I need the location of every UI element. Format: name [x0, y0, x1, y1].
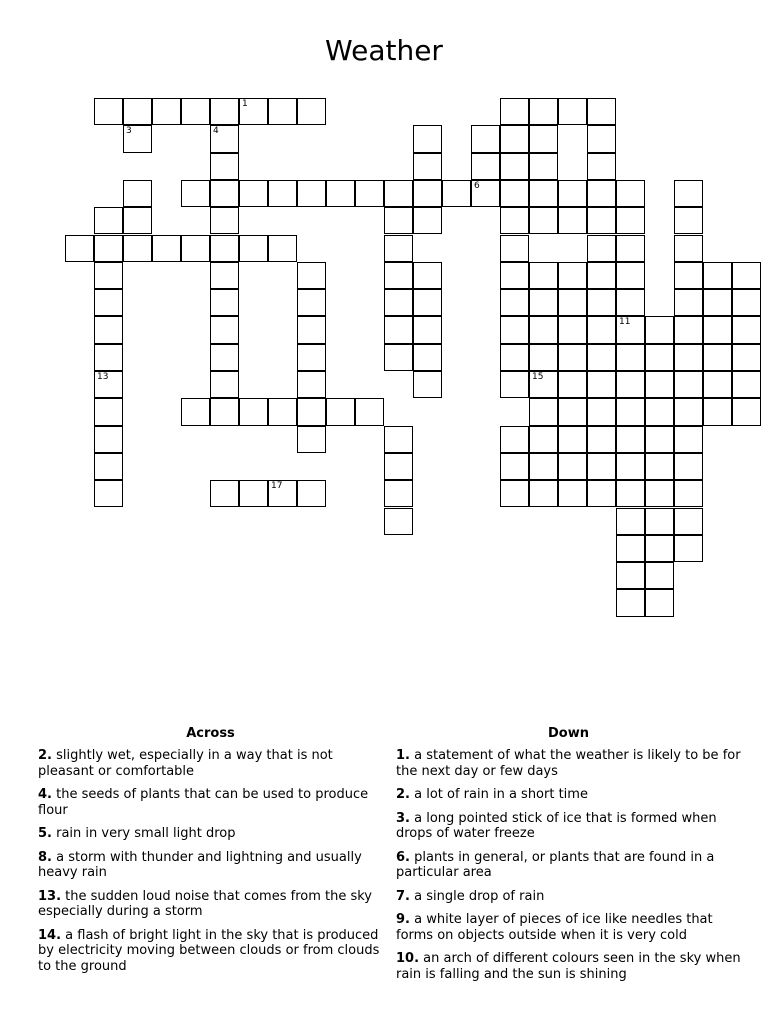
down-heading: Down [548, 726, 589, 741]
grid-cell[interactable] [297, 398, 326, 425]
grid-cell[interactable] [471, 125, 500, 152]
across-clue [38, 748, 383, 779]
grid-cell[interactable] [587, 371, 616, 398]
down-clue [396, 951, 741, 982]
grid-cell[interactable] [500, 344, 529, 371]
grid-cell[interactable] [587, 344, 616, 371]
grid-cell[interactable] [587, 316, 616, 343]
clue-number: 13 [97, 372, 109, 382]
across-heading: Across [186, 726, 235, 741]
grid-cell[interactable] [703, 316, 732, 343]
grid-cell[interactable] [732, 289, 761, 316]
grid-cell[interactable] [210, 207, 239, 234]
grid-cell[interactable] [732, 316, 761, 343]
grid-cell[interactable] [616, 535, 645, 562]
grid-cell[interactable] [94, 426, 123, 453]
clue-text: slightly wet, especially in a way that is not pleasant or comfortable [38, 748, 333, 779]
grid-cell[interactable] [94, 398, 123, 425]
grid-cell[interactable] [645, 589, 674, 616]
clue-text: a white layer of pieces of ice like needles that forms on objects outside when it is very cold [396, 912, 713, 943]
grid-cell[interactable] [181, 398, 210, 425]
grid-cell[interactable] [239, 235, 268, 262]
grid-cell[interactable] [442, 180, 471, 207]
clue-num: 7. [396, 888, 410, 904]
grid-cell[interactable] [210, 180, 239, 207]
grid-cell[interactable] [645, 426, 674, 453]
grid-cell[interactable] [616, 589, 645, 616]
down-clue [396, 811, 741, 842]
grid-cell[interactable] [558, 371, 587, 398]
clue-number: 11 [619, 317, 631, 328]
grid-cell[interactable] [210, 316, 239, 343]
across-clues [38, 726, 383, 982]
grid-cell[interactable] [558, 344, 587, 371]
clue-num: 6. [396, 849, 410, 865]
grid-cell[interactable] [123, 180, 152, 207]
grid-cell[interactable] [384, 480, 413, 507]
clue-num: 5. [38, 826, 52, 841]
grid-cell[interactable] [94, 453, 123, 480]
grid-cell[interactable] [181, 235, 210, 262]
grid-cell[interactable] [413, 207, 442, 234]
grid-cell[interactable] [123, 235, 152, 262]
across-clue-list [38, 748, 383, 974]
grid-cell[interactable] [210, 371, 239, 398]
clue-text: rain in very small light drop [51, 826, 236, 841]
grid-cell[interactable] [384, 453, 413, 480]
grid-cell[interactable] [616, 207, 645, 234]
clue-text: a flash of bright light in the sky that is produced by electricity moving between clouds or from clouds to the ground [38, 927, 380, 974]
grid-cell[interactable] [94, 289, 123, 316]
grid-cell[interactable] [645, 480, 674, 507]
grid-cell[interactable] [268, 180, 297, 207]
grid-cell[interactable] [587, 398, 616, 425]
grid-cell[interactable] [674, 453, 703, 480]
down-clue [396, 850, 741, 881]
grid-cell[interactable] [616, 426, 645, 453]
grid-cell[interactable] [239, 98, 268, 125]
grid-cell[interactable] [529, 398, 558, 425]
grid-cell[interactable] [297, 316, 326, 343]
grid-cell[interactable] [297, 426, 326, 453]
grid-cell[interactable] [616, 316, 645, 343]
down-clue [396, 748, 741, 779]
grid-cell[interactable] [587, 153, 616, 180]
grid-cell[interactable] [297, 344, 326, 371]
grid-cell[interactable] [413, 371, 442, 398]
grid-cell[interactable] [558, 480, 587, 507]
grid-cell[interactable] [94, 480, 123, 507]
down-clue [396, 912, 741, 943]
clue-num: 10. [396, 951, 420, 966]
grid-cell[interactable] [152, 98, 181, 125]
grid-cell[interactable] [384, 262, 413, 289]
grid-cell[interactable] [268, 480, 297, 507]
grid-cell[interactable] [181, 180, 210, 207]
grid-cell[interactable] [616, 508, 645, 535]
grid-cell[interactable] [616, 453, 645, 480]
grid-cell[interactable] [413, 153, 442, 180]
grid-cell[interactable] [616, 371, 645, 398]
grid-cell[interactable] [500, 207, 529, 234]
grid-cell[interactable] [645, 453, 674, 480]
grid-cell[interactable] [558, 426, 587, 453]
grid-cell[interactable] [210, 480, 239, 507]
grid-cell[interactable] [500, 316, 529, 343]
grid-cell[interactable] [268, 235, 297, 262]
grid-cell[interactable] [732, 262, 761, 289]
grid-cell[interactable] [384, 289, 413, 316]
clue-num: 13. [38, 888, 62, 904]
grid-cell[interactable] [500, 235, 529, 262]
grid-cell[interactable] [558, 289, 587, 316]
grid-cell[interactable] [384, 180, 413, 207]
grid-cell[interactable] [239, 398, 268, 425]
across-clue [38, 928, 383, 975]
grid-cell[interactable] [645, 371, 674, 398]
grid-cell[interactable] [645, 344, 674, 371]
grid-cell[interactable] [210, 289, 239, 316]
grid-cell[interactable] [558, 180, 587, 207]
clue-num: 4. [38, 787, 52, 802]
page-title: Weather [325, 34, 443, 67]
grid-cell[interactable] [384, 508, 413, 535]
clue-text: a statement of what the weather is likely to be for the next day or few days [396, 748, 741, 779]
clue-text: a long pointed stick of ice that is formed when drops of water freeze [396, 810, 717, 841]
grid-cell[interactable] [413, 344, 442, 371]
grid-cell[interactable] [413, 180, 442, 207]
grid-cell[interactable] [674, 289, 703, 316]
grid-cell[interactable] [703, 262, 732, 289]
grid-cell[interactable] [94, 262, 123, 289]
grid-cell[interactable] [558, 316, 587, 343]
clue-text: the seeds of plants that can be used to produce flour [38, 787, 369, 818]
clue-number: 15 [532, 372, 544, 382]
grid-cell[interactable] [297, 262, 326, 289]
clue-num: 9. [396, 912, 410, 927]
grid-cell[interactable] [674, 180, 703, 207]
grid-cell[interactable] [210, 344, 239, 371]
grid-cell[interactable] [616, 480, 645, 507]
grid-cell[interactable] [616, 235, 645, 262]
grid-cell[interactable] [413, 289, 442, 316]
grid-cell[interactable] [210, 153, 239, 180]
grid-cell[interactable] [587, 98, 616, 125]
grid-cell[interactable] [94, 344, 123, 371]
grid-cell[interactable] [500, 125, 529, 152]
grid-cell[interactable] [674, 207, 703, 234]
clue-num: 1. [396, 748, 410, 763]
grid-cell[interactable] [500, 180, 529, 207]
clue-text: a storm with thunder and lightning and usually heavy rain [38, 849, 362, 880]
grid-cell[interactable] [587, 180, 616, 207]
grid-cell[interactable] [384, 344, 413, 371]
grid-cell[interactable] [239, 480, 268, 507]
grid-cell[interactable] [645, 562, 674, 589]
grid-cell[interactable] [326, 398, 355, 425]
grid-cell[interactable] [529, 344, 558, 371]
clue-text: a lot of rain in a short time [409, 787, 588, 802]
grid-cell[interactable] [529, 426, 558, 453]
grid-cell[interactable] [558, 453, 587, 480]
grid-cell[interactable] [674, 371, 703, 398]
grid-cell[interactable] [529, 153, 558, 180]
grid-cell[interactable] [732, 398, 761, 425]
grid-cell[interactable] [210, 398, 239, 425]
grid-cell[interactable] [616, 562, 645, 589]
grid-cell[interactable] [703, 289, 732, 316]
grid-cell[interactable] [210, 98, 239, 125]
grid-cell[interactable] [500, 98, 529, 125]
grid-cell[interactable] [558, 207, 587, 234]
grid-cell[interactable] [94, 98, 123, 125]
grid-cell[interactable] [297, 289, 326, 316]
grid-cell[interactable] [587, 426, 616, 453]
grid-cell[interactable] [210, 262, 239, 289]
grid-cell[interactable] [326, 180, 355, 207]
grid-cell[interactable] [413, 125, 442, 152]
down-clue-list [396, 748, 741, 982]
grid-cell[interactable] [558, 398, 587, 425]
grid-cell[interactable] [616, 262, 645, 289]
grid-cell[interactable] [732, 371, 761, 398]
grid-cell[interactable] [645, 398, 674, 425]
clue-num: 14. [38, 927, 62, 943]
grid-cell[interactable] [500, 153, 529, 180]
grid-cell[interactable] [355, 398, 384, 425]
grid-cell[interactable] [587, 480, 616, 507]
grid-cell[interactable] [529, 98, 558, 125]
grid-cell[interactable] [674, 235, 703, 262]
grid-cell[interactable] [674, 535, 703, 562]
grid-cell[interactable] [732, 344, 761, 371]
grid-cell[interactable] [500, 453, 529, 480]
clue-text: plants in general, or plants that are found in a particular area [396, 849, 715, 880]
clue-number: 4 [213, 126, 219, 137]
grid-cell[interactable] [529, 453, 558, 480]
grid-cell[interactable] [529, 480, 558, 507]
clue-num: 2. [396, 787, 410, 802]
grid-cell[interactable] [384, 235, 413, 262]
grid-cell[interactable] [413, 316, 442, 343]
grid-cell[interactable] [674, 262, 703, 289]
grid-cell[interactable] [558, 98, 587, 125]
grid-cell[interactable] [500, 371, 529, 398]
clue-number: 17 [271, 481, 283, 492]
grid-cell[interactable] [268, 98, 297, 125]
clue-number: 6 [474, 180, 480, 191]
grid-cell[interactable] [94, 316, 123, 343]
clue-text: an arch of different colours seen in the sky when rain is falling and the sun is shining [396, 951, 741, 982]
grid-cell[interactable] [558, 262, 587, 289]
grid-cell[interactable] [645, 316, 674, 343]
clue-text: a single drop of rain [409, 888, 545, 904]
grid-cell[interactable] [703, 371, 732, 398]
grid-cell[interactable] [587, 207, 616, 234]
grid-cell[interactable] [355, 180, 384, 207]
grid-cell[interactable] [123, 207, 152, 234]
grid-cell[interactable] [471, 180, 500, 207]
grid-cell[interactable] [152, 235, 181, 262]
grid-cell[interactable] [268, 398, 297, 425]
across-clue [38, 826, 383, 842]
grid-cell[interactable] [123, 98, 152, 125]
grid-cell[interactable] [94, 371, 123, 398]
grid-cell[interactable] [500, 426, 529, 453]
grid-cell[interactable] [674, 316, 703, 343]
grid-cell[interactable] [297, 98, 326, 125]
clue-number: 3 [126, 126, 132, 137]
grid-cell[interactable] [500, 262, 529, 289]
clue-num: 2. [38, 748, 52, 763]
grid-cell[interactable] [500, 289, 529, 316]
grid-cell[interactable] [587, 453, 616, 480]
grid-cell[interactable] [587, 125, 616, 152]
grid-cell[interactable] [94, 235, 123, 262]
across-clue [38, 850, 383, 881]
grid-cell[interactable] [413, 262, 442, 289]
grid-cell[interactable] [616, 180, 645, 207]
grid-cell[interactable] [645, 508, 674, 535]
across-clue [38, 787, 383, 818]
grid-cell[interactable] [94, 207, 123, 234]
grid-cell[interactable] [616, 398, 645, 425]
clue-text: the sudden loud noise that comes from the sky especially during a storm [38, 888, 372, 919]
grid-cell[interactable] [181, 98, 210, 125]
grid-cell[interactable] [210, 235, 239, 262]
across-clue [38, 889, 383, 920]
grid-cell[interactable] [529, 316, 558, 343]
grid-cell[interactable] [65, 235, 94, 262]
grid-cell[interactable] [674, 344, 703, 371]
grid-cell[interactable] [616, 289, 645, 316]
grid-cell[interactable] [529, 125, 558, 152]
grid-cell[interactable] [674, 508, 703, 535]
clue-num: 3. [396, 810, 410, 826]
grid-cell[interactable] [645, 535, 674, 562]
grid-cell[interactable] [384, 316, 413, 343]
grid-cell[interactable] [703, 344, 732, 371]
grid-cell[interactable] [529, 262, 558, 289]
grid-cell[interactable] [210, 125, 239, 152]
grid-cell[interactable] [616, 344, 645, 371]
grid-cell[interactable] [587, 289, 616, 316]
grid-cell[interactable] [297, 371, 326, 398]
grid-cell[interactable] [297, 480, 326, 507]
down-clue [396, 889, 741, 905]
grid-cell[interactable] [384, 207, 413, 234]
down-clue [396, 787, 741, 803]
down-clues [396, 726, 741, 990]
grid-cell[interactable] [587, 262, 616, 289]
grid-cell[interactable] [297, 180, 326, 207]
clue-number: 1 [242, 99, 248, 109]
grid-cell[interactable] [674, 398, 703, 425]
grid-cell[interactable] [529, 180, 558, 207]
grid-cell[interactable] [500, 480, 529, 507]
clue-num: 8. [38, 849, 52, 865]
grid-cell[interactable] [529, 207, 558, 234]
grid-cell[interactable] [674, 480, 703, 507]
grid-cell[interactable] [239, 180, 268, 207]
grid-cell[interactable] [703, 398, 732, 425]
grid-cell[interactable] [587, 235, 616, 262]
grid-cell[interactable] [674, 426, 703, 453]
grid-cell[interactable] [529, 371, 558, 398]
grid-cell[interactable] [529, 289, 558, 316]
grid-cell[interactable] [123, 125, 152, 152]
grid-cell[interactable] [384, 426, 413, 453]
grid-cell[interactable] [471, 153, 500, 180]
